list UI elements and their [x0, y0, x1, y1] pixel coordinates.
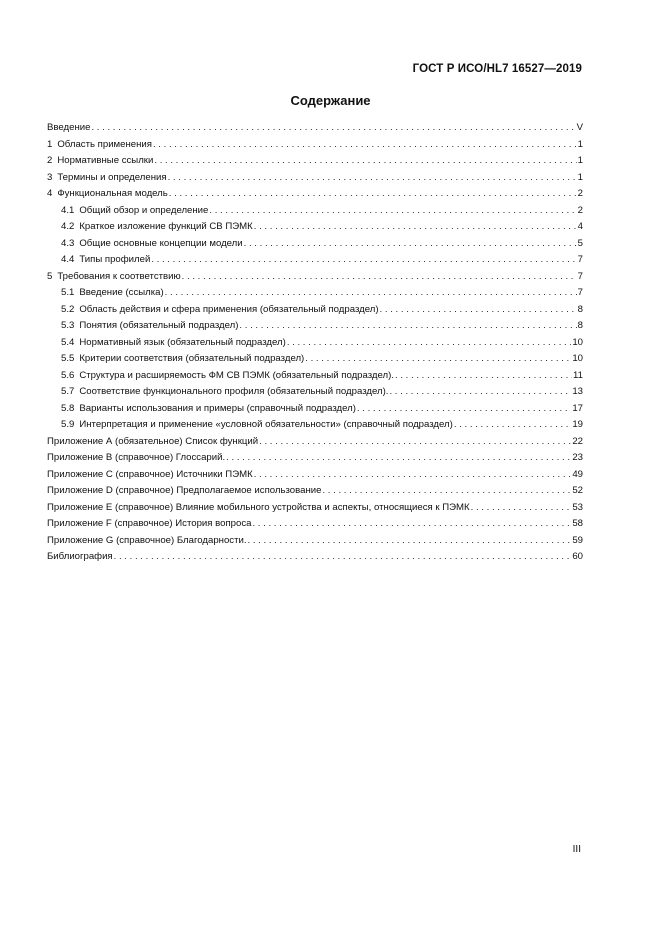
toc-leader-dots: [114, 549, 572, 566]
toc-entry-title: Критерии соответствия (обязательный подраздел): [79, 353, 305, 364]
toc-entry-page: 13: [572, 386, 583, 397]
toc-entry-page: 23: [572, 452, 583, 463]
toc-leader-dots: [454, 417, 572, 434]
toc-leader-dots: [165, 285, 577, 302]
toc-leader-dots: [389, 384, 571, 401]
toc-entry[interactable]: [47, 516, 583, 533]
toc-entry[interactable]: [47, 434, 583, 451]
toc-leader-dots: [248, 533, 572, 550]
toc-entry-page: 8: [577, 303, 583, 315]
toc-entry-number: 5.5: [61, 353, 75, 364]
toc-entry[interactable]: [47, 533, 583, 550]
toc-entry-title: Понятия (обязательный подраздел): [79, 320, 239, 331]
toc-entry-title: Введение (ссылка): [79, 287, 164, 298]
toc-entry-number: 4: [47, 188, 53, 199]
toc-entry[interactable]: [47, 269, 583, 286]
toc-entry-page: 19: [572, 419, 583, 430]
toc-entry[interactable]: [47, 318, 583, 335]
toc-leader-dots: [471, 500, 572, 517]
toc-leader-dots: [357, 401, 571, 418]
toc-entry-title: Типы профилей: [79, 254, 151, 265]
toc-entry-page: 53: [572, 501, 583, 513]
toc-entry-title: Требования к соответствию: [57, 270, 181, 282]
toc-entry-number: 5.7: [61, 386, 75, 397]
page-number: III: [572, 844, 581, 855]
toc-entry[interactable]: [47, 483, 583, 500]
toc-leader-dots: [395, 368, 572, 385]
toc-entry-number: 3: [47, 171, 53, 183]
toc-entry-title: Интерпретация и применение «условной обязательности» (справочный подраздел): [79, 419, 453, 430]
toc-entry[interactable]: [47, 186, 583, 203]
toc-entry-number: 5.9: [61, 419, 75, 430]
toc-entry[interactable]: [47, 137, 583, 154]
toc-entry[interactable]: [47, 302, 583, 319]
toc-entry-page: 11: [573, 369, 583, 381]
table-of-contents: [47, 120, 583, 566]
toc-entry[interactable]: [47, 417, 583, 434]
toc-entry[interactable]: [47, 467, 583, 484]
toc-entry-title: Структура и расширяемость ФМ СВ ПЭМК (обязательный подраздел).: [79, 369, 394, 381]
toc-leader-dots: [254, 467, 572, 484]
toc-entry-number: 1: [47, 138, 53, 150]
toc-entry[interactable]: [47, 401, 583, 418]
toc-entry[interactable]: [47, 368, 583, 385]
toc-entry-title: Термины и определения: [57, 171, 167, 183]
toc-entry-page: 7: [577, 287, 583, 298]
toc-entry-page: 2: [577, 188, 583, 199]
toc-entry-number: 5.6: [61, 369, 75, 381]
toc-entry-page: 22: [572, 435, 583, 447]
toc-entry-number: 5.4: [61, 336, 75, 348]
toc-entry-title: Общий обзор и определение: [79, 204, 209, 216]
toc-entry[interactable]: [47, 500, 583, 517]
toc-entry-page: 10: [572, 336, 583, 348]
toc-entry-title: Введение: [47, 122, 91, 133]
toc-entry-number: 5.3: [61, 320, 75, 331]
toc-entry-page: 8: [577, 320, 583, 331]
toc-entry-number: 4.2: [61, 221, 75, 232]
toc-entry-title: Приложение D (справочное) Предполагаемое использование: [47, 485, 322, 496]
toc-entry-page: V: [576, 122, 583, 133]
toc-leader-dots: [226, 450, 571, 467]
toc-entry-page: 4: [577, 221, 583, 232]
toc-entry-number: 4.4: [61, 254, 75, 265]
toc-entry-number: 5.2: [61, 303, 75, 315]
toc-leader-dots: [380, 302, 577, 319]
toc-entry-title: Нормативные ссылки: [57, 155, 154, 166]
page-title: Содержание: [290, 93, 371, 108]
toc-entry-page: 59: [572, 534, 583, 546]
toc-leader-dots: [287, 335, 572, 352]
toc-entry-title: Краткое изложение функций СВ ПЭМК: [79, 221, 253, 232]
toc-entry-title: Соответствие функционального профиля (обязательный подраздел).: [79, 386, 389, 397]
toc-entry-page: 17: [572, 402, 583, 414]
toc-entry-title: Приложение G (справочное) Благодарности.: [47, 534, 247, 546]
toc-entry[interactable]: [47, 549, 583, 566]
toc-entry-number: 5.1: [61, 287, 75, 298]
toc-entry[interactable]: [47, 120, 583, 137]
toc-entry-page: 1: [577, 171, 583, 183]
toc-entry-page: 10: [572, 353, 583, 364]
toc-entry[interactable]: [47, 450, 583, 467]
toc-entry-title: Нормативный язык (обязательный подраздел): [79, 336, 286, 348]
toc-leader-dots: [252, 516, 571, 533]
toc-entry-title: Область применения: [57, 138, 152, 150]
toc-leader-dots: [151, 252, 576, 269]
toc-entry-page: 52: [572, 485, 583, 496]
toc-entry-title: Приложение F (справочное) История вопроса: [47, 518, 252, 529]
toc-leader-dots: [153, 137, 577, 154]
toc-entry-title: Общие основные концепции модели: [79, 237, 243, 249]
toc-entry-title: Приложение В (справочное) Глоссарий.: [47, 452, 226, 463]
toc-leader-dots: [168, 170, 577, 187]
toc-entry-number: 2: [47, 155, 53, 166]
toc-entry-title: Функциональная модель: [57, 188, 168, 199]
toc-entry-page: 2: [577, 204, 583, 216]
toc-leader-dots: [182, 269, 577, 286]
toc-entry-page: 1: [577, 155, 583, 166]
toc-leader-dots: [91, 120, 575, 137]
toc-entry-title: Библиография: [47, 551, 113, 562]
toc-leader-dots: [254, 219, 577, 236]
toc-leader-dots: [209, 203, 576, 220]
toc-leader-dots: [305, 351, 571, 368]
toc-entry-number: 4.1: [61, 204, 75, 216]
toc-entry-number: 4.3: [61, 237, 75, 249]
toc-entry-page: 7: [577, 270, 583, 282]
toc-entry[interactable]: [47, 203, 583, 220]
toc-leader-dots: [259, 434, 571, 451]
toc-entry-page: 58: [572, 518, 583, 529]
toc-entry[interactable]: [47, 384, 583, 401]
toc-entry-number: 5: [47, 270, 53, 282]
toc-entry-title: Приложение А (обязательное) Список функций: [47, 435, 259, 447]
toc-entry-title: Область действия и сфера применения (обязательный подраздел): [79, 303, 379, 315]
toc-entry-number: 5.8: [61, 402, 75, 414]
toc-entry[interactable]: [47, 335, 583, 352]
toc-leader-dots: [244, 236, 577, 253]
toc-entry-title: Приложение С (справочное) Источники ПЭМК: [47, 468, 253, 480]
toc-entry[interactable]: [47, 252, 583, 269]
standard-header: ГОСТ Р ИСО/HL7 16527—2019: [412, 63, 582, 75]
toc-entry[interactable]: [47, 351, 583, 368]
toc-entry-page: 1: [577, 138, 583, 150]
toc-entry[interactable]: [47, 170, 583, 187]
toc-leader-dots: [239, 318, 576, 335]
toc-entry[interactable]: [47, 285, 583, 302]
toc-entry-page: 5: [577, 237, 583, 249]
toc-entry-title: Приложение Е (справочное) Влияние мобильного устройства и аспекты, относящиеся к ПЭМК: [47, 501, 470, 513]
toc-leader-dots: [154, 153, 576, 170]
toc-entry-title: Варианты использования и примеры (справочный подраздел): [79, 402, 356, 414]
toc-entry-page: 7: [577, 254, 583, 265]
toc-entry[interactable]: [47, 236, 583, 253]
toc-entry[interactable]: [47, 219, 583, 236]
toc-leader-dots: [169, 186, 577, 203]
toc-entry-page: 60: [572, 551, 583, 562]
toc-entry-page: 49: [572, 468, 583, 480]
toc-leader-dots: [322, 483, 571, 500]
toc-entry[interactable]: [47, 153, 583, 170]
